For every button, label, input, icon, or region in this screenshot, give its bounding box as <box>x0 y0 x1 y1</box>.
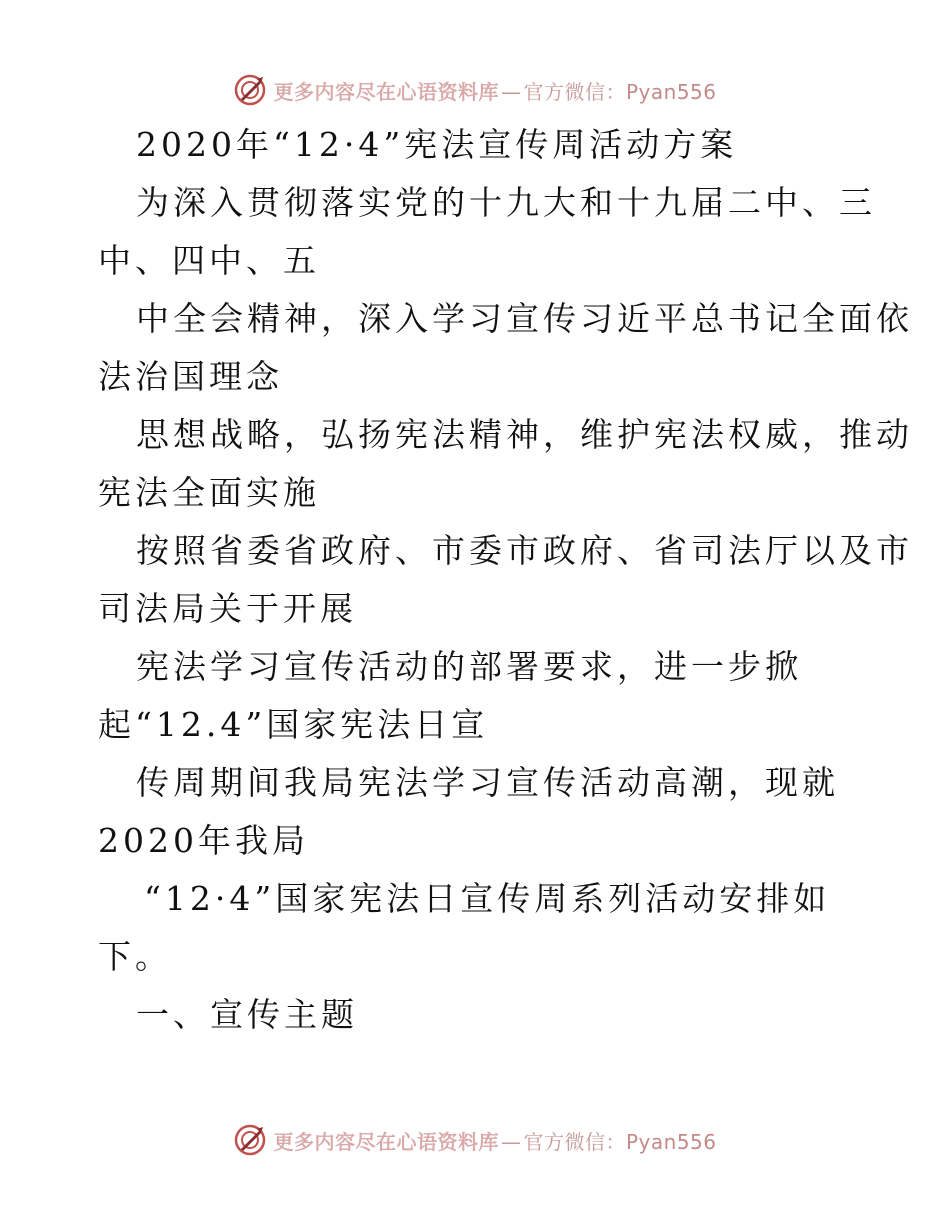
paragraph-line: 司法局关于开展 <box>98 589 357 628</box>
watermark-main-text: 更多内容尽在心语资料库 <box>273 1129 499 1154</box>
paragraph-line: 宪法学习宣传活动的部署要求，进一步掀 <box>136 647 802 686</box>
watermark-account: Pyan556 <box>625 1129 717 1154</box>
watermark-account: Pyan556 <box>625 79 717 104</box>
document-title: 2020年“12·4”宪法宣传周活动方案 <box>136 125 738 164</box>
document-body <box>98 116 913 1044</box>
watermark-separator: — <box>500 1129 522 1154</box>
paragraph-line: 2020年我局 <box>98 821 309 860</box>
paragraph-line: “12·4”国家宪法日宣传周系列活动安排如 <box>144 879 831 918</box>
paragraph-line: 为深入贯彻落实党的十九大和十九届二中、三 <box>136 183 876 222</box>
watermark-footer <box>0 1120 950 1160</box>
paragraph-line: 传周期间我局宪法学习宣传活动高潮，现就 <box>136 763 839 802</box>
watermark-official-label: 官方微信： <box>523 1129 626 1154</box>
paragraph-line: 按照省委省政府、市委市政府、省司法厅以及市 <box>136 531 913 570</box>
paragraph-line: 中全会精神，深入学习宣传习近平总书记全面依 <box>136 299 913 338</box>
watermark-official-label: 官方微信： <box>523 79 626 104</box>
paragraph-line: 下。 <box>98 937 172 976</box>
brand-logo-icon <box>233 1123 267 1157</box>
paragraph-line: 法治国理念 <box>98 357 283 396</box>
paragraph-line: 思想战略，弘扬宪法精神，维护宪法权威，推动 <box>136 415 913 454</box>
section-heading: 一、宣传主题 <box>136 995 358 1034</box>
paragraph-line: 宪法全面实施 <box>98 473 320 512</box>
brand-logo-icon <box>233 73 267 107</box>
watermark-separator: — <box>500 79 522 104</box>
paragraph-line: 起“12.4”国家宪法日宣 <box>98 705 489 744</box>
watermark-main-text: 更多内容尽在心语资料库 <box>273 79 499 104</box>
watermark-header <box>0 70 950 110</box>
paragraph-line: 中、四中、五 <box>98 241 320 280</box>
